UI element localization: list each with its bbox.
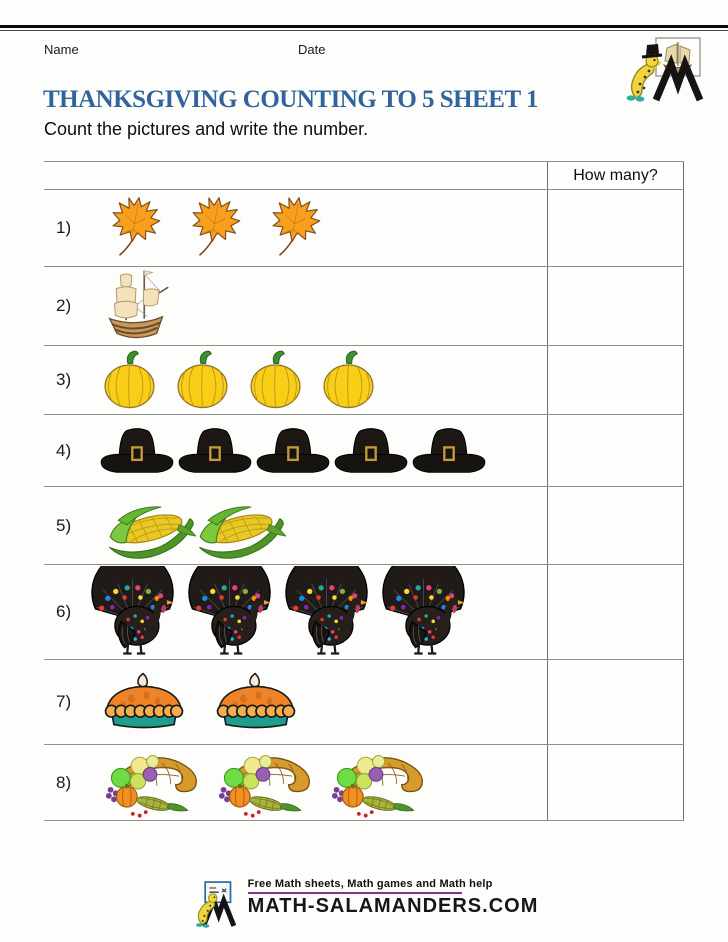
answer-cell[interactable] [547, 415, 684, 486]
pictures-group [98, 195, 338, 261]
top-rule [0, 25, 728, 28]
pilgrim-hat-picture [98, 423, 176, 478]
row-number: 7) [56, 692, 72, 711]
pumpkin-picture [171, 349, 234, 411]
pumpkin-picture [98, 349, 161, 411]
pictures-header-cell [44, 162, 547, 189]
table-row [44, 190, 684, 267]
row-number: 3) [56, 370, 72, 389]
footer-underline [248, 892, 462, 894]
answer-cell[interactable] [547, 346, 684, 414]
corn-picture [98, 491, 196, 561]
pictures-group [98, 491, 278, 561]
pictures-group [84, 566, 472, 659]
footer [0, 878, 728, 928]
row-number: 1) [56, 218, 72, 237]
table-row [44, 487, 684, 565]
answer-cell[interactable] [547, 487, 684, 564]
pictures-group [98, 349, 390, 411]
row-number: 5) [56, 515, 72, 535]
row-number: 8) [56, 772, 72, 792]
maple-leaf-picture [98, 195, 170, 261]
pumpkin-picture [244, 349, 307, 411]
row-number: 4) [56, 440, 72, 460]
pie-picture [210, 671, 302, 733]
turkey-picture [278, 566, 375, 659]
turkey-picture [181, 566, 278, 659]
math-salamanders-logo-icon [190, 880, 244, 928]
cornucopia-picture [98, 747, 202, 819]
pilgrim-hat-picture [254, 423, 332, 478]
pilgrim-hat-picture [410, 423, 488, 478]
table-row [44, 415, 684, 487]
table-row [44, 565, 684, 660]
page-title: THANKSGIVING COUNTING TO 5 SHEET 1 [43, 86, 538, 113]
instructions-text: Count the pictures and write the number. [44, 119, 369, 139]
answer-cell[interactable] [547, 565, 684, 659]
pumpkin-picture [317, 349, 380, 411]
pictures-group [98, 267, 174, 347]
math-salamanders-pilgrim-logo-icon [616, 36, 704, 102]
pilgrim-hat-picture [176, 423, 254, 478]
mayflower-ship-picture [98, 267, 174, 347]
table-row [44, 745, 684, 821]
corn-picture [188, 491, 286, 561]
answer-cell[interactable] [547, 745, 684, 820]
turkey-picture [375, 566, 472, 659]
counting-table [44, 161, 684, 821]
top-rule-thin [0, 30, 728, 31]
pictures-group [98, 671, 322, 733]
pictures-group [98, 423, 488, 478]
pie-picture [98, 671, 190, 733]
row-number: 2) [56, 296, 72, 315]
how-many-header: How many? [547, 162, 684, 189]
footer-tagline: Free Math sheets, Math games and Math help [247, 878, 493, 890]
answer-cell[interactable] [547, 190, 684, 266]
pictures-group [98, 747, 437, 819]
turkey-picture [84, 566, 181, 659]
answer-cell[interactable] [547, 660, 684, 744]
maple-leaf-picture [178, 195, 250, 261]
cornucopia-picture [324, 747, 428, 819]
table-row [44, 346, 684, 415]
cornucopia-picture [211, 747, 315, 819]
name-label: Name [44, 42, 79, 57]
date-label: Date [298, 42, 326, 57]
footer-site-name: MATH-SALAMANDERS.COM [247, 895, 539, 917]
table-header-row [44, 162, 684, 190]
table-row [44, 660, 684, 745]
pilgrim-hat-picture [332, 423, 410, 478]
maple-leaf-picture [258, 195, 330, 261]
table-row [44, 267, 684, 346]
row-number: 6) [56, 602, 72, 621]
answer-cell[interactable] [547, 267, 684, 345]
